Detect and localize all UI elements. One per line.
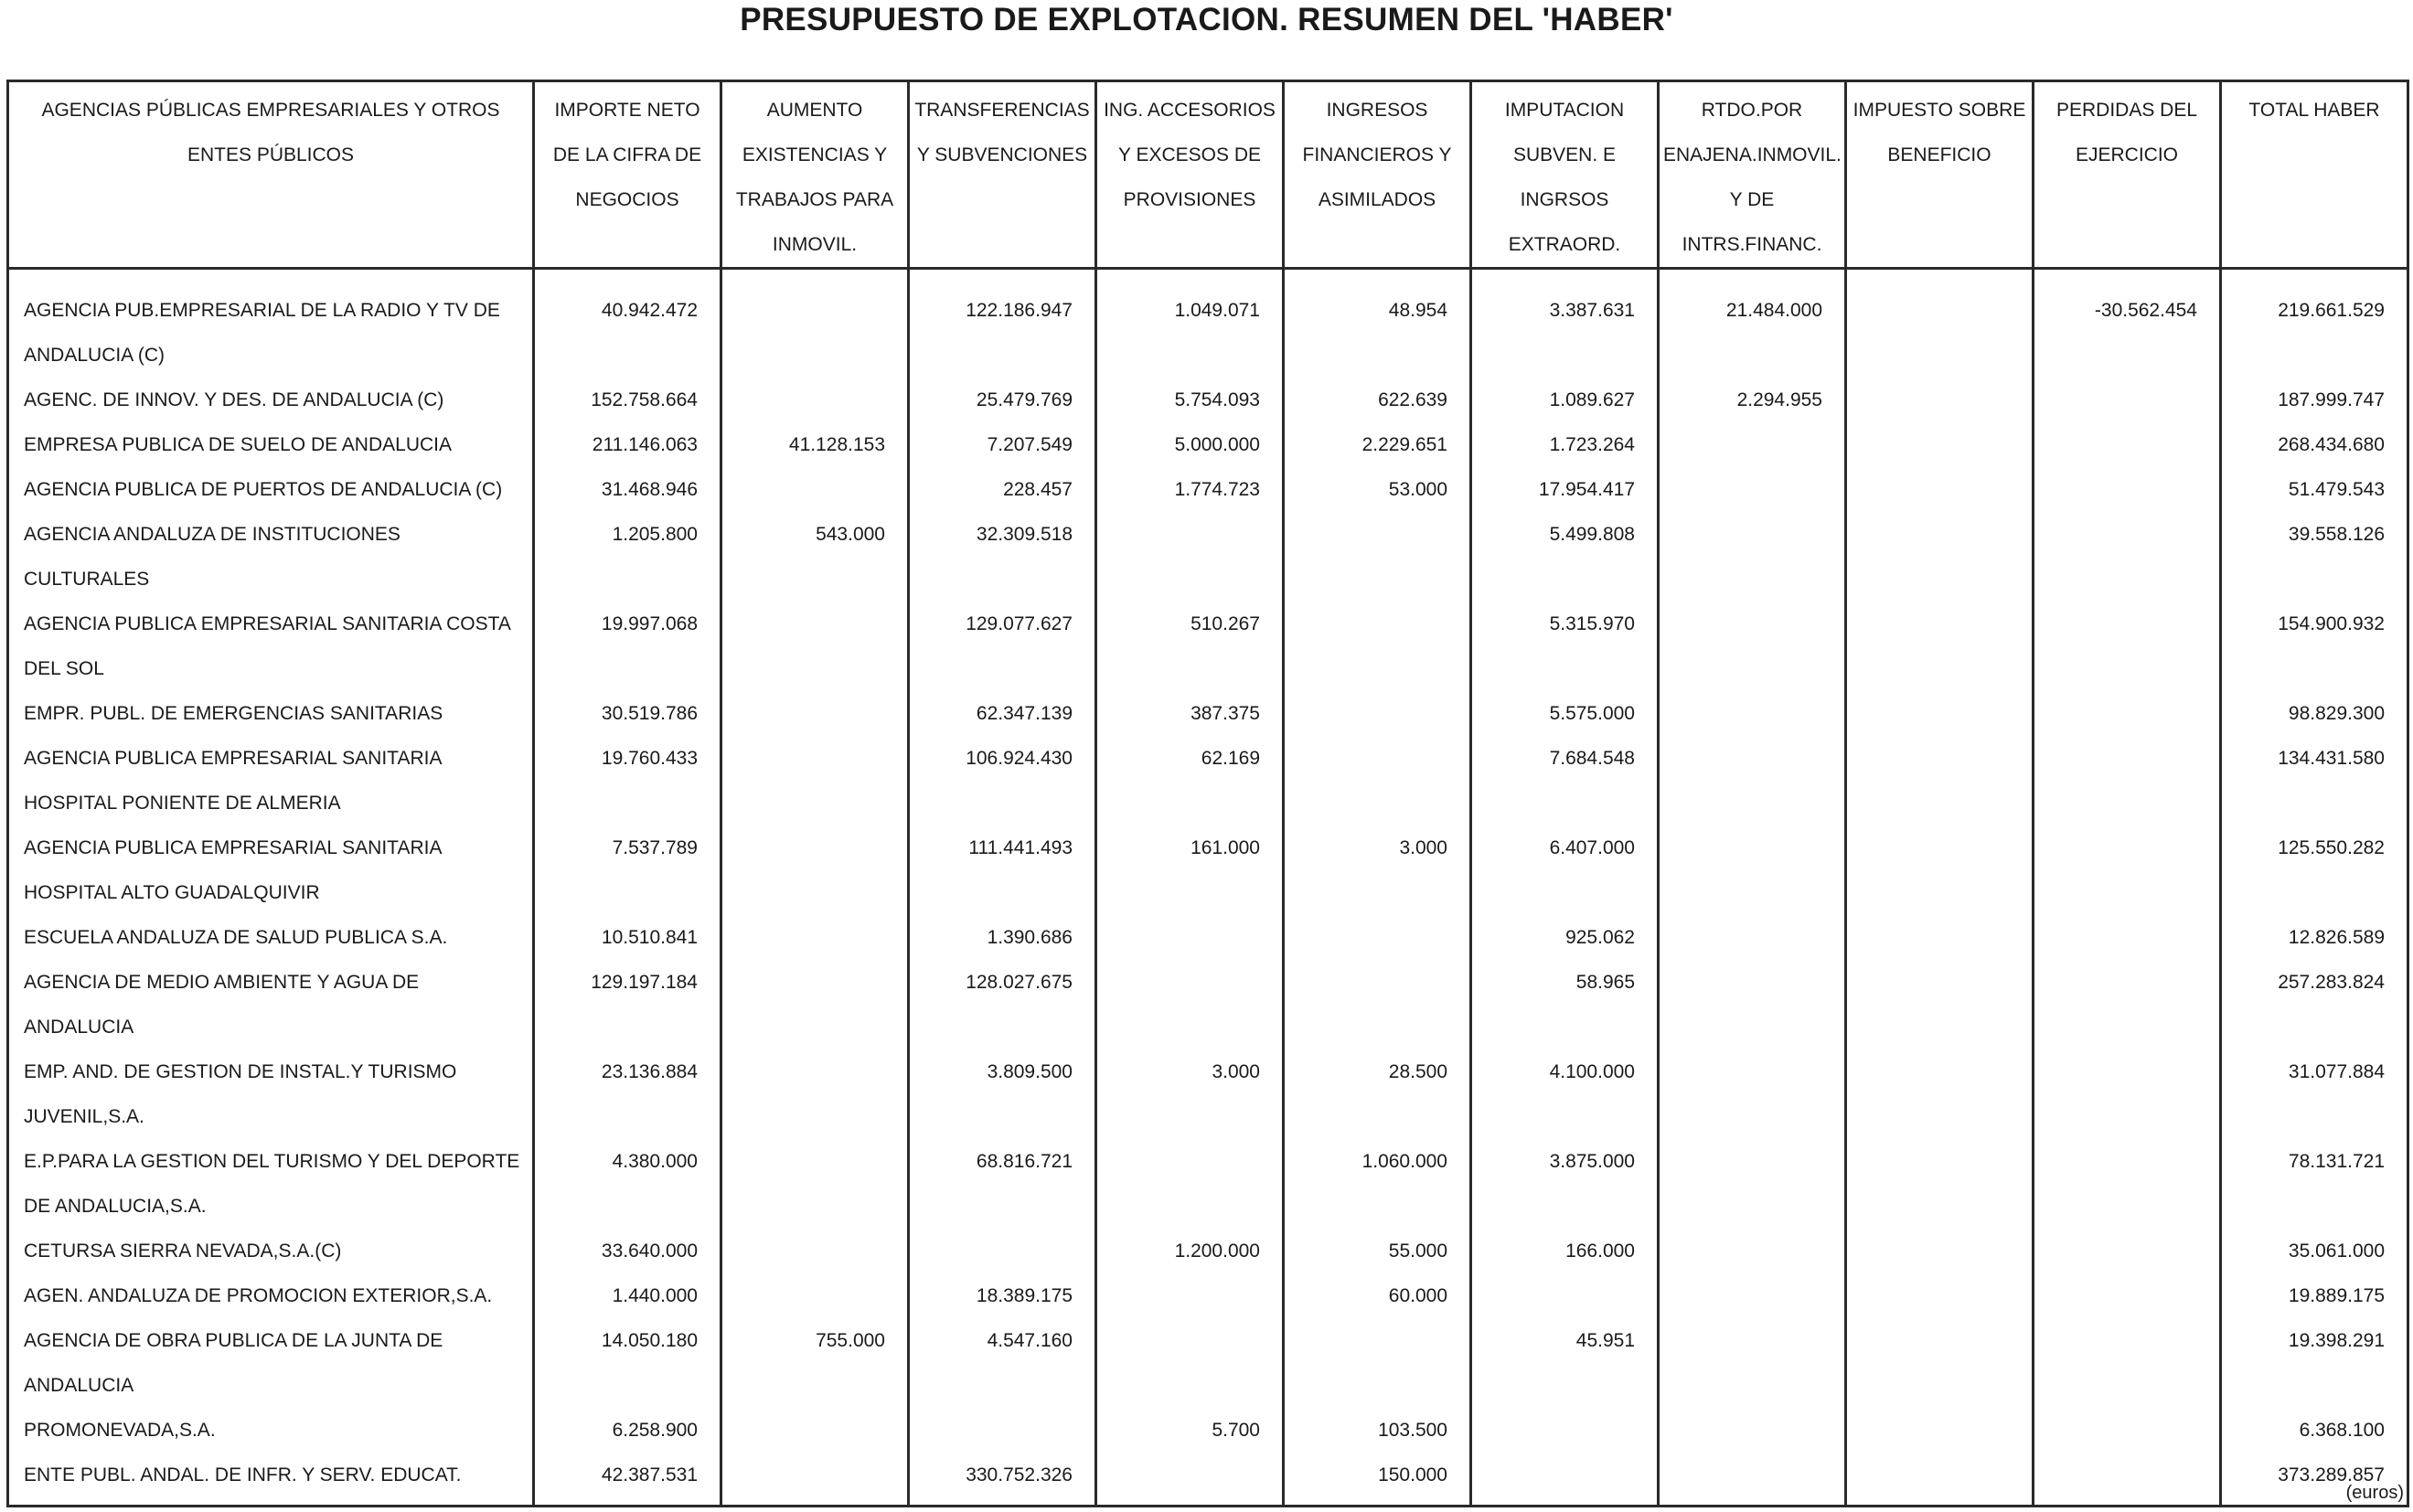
amount-cell: 7.684.548	[1471, 736, 1659, 825]
column-header-transfers-subsidies: TRANSFERENCIAS Y SUBVENCIONES	[909, 81, 1096, 269]
amount-cell	[909, 1408, 1096, 1453]
amount-cell: 1.049.071	[1096, 269, 1284, 378]
amount-cell	[1659, 1408, 1846, 1453]
amount-cell: 166.000	[1471, 1229, 1659, 1273]
entity-name-cell: AGENCIA PUBLICA EMPRESARIAL SANITARIA HOSPITAL ALTO GUADALQUIVIR	[8, 825, 534, 915]
amount-cell	[1846, 467, 2034, 512]
amount-cell: 5.575.000	[1471, 691, 1659, 736]
amount-cell	[1846, 269, 2034, 378]
table-row	[8, 1229, 2408, 1273]
amount-cell: 6.368.100	[2221, 1408, 2408, 1453]
table-row	[8, 915, 2408, 960]
amount-cell	[1096, 1318, 1284, 1408]
amount-cell	[721, 1273, 909, 1318]
amount-cell	[1284, 736, 1471, 825]
amount-cell	[721, 1453, 909, 1507]
amount-cell: 111.441.493	[909, 825, 1096, 915]
amount-cell: 25.479.769	[909, 378, 1096, 422]
amount-cell: 1.205.800	[534, 512, 721, 602]
amount-cell: 5.754.093	[1096, 378, 1284, 422]
amount-cell: 129.197.184	[534, 960, 721, 1049]
column-header-total: TOTAL HABER	[2221, 81, 2408, 269]
amount-cell	[2034, 378, 2221, 422]
amount-cell	[721, 1229, 909, 1273]
amount-cell	[1846, 1318, 2034, 1408]
amount-cell: 31.468.946	[534, 467, 721, 512]
entity-name-cell: EMPRESA PUBLICA DE SUELO DE ANDALUCIA	[8, 422, 534, 467]
amount-cell: 42.387.531	[534, 1453, 721, 1507]
amount-cell	[721, 1408, 909, 1453]
entity-name-cell: AGENCIA PUB.EMPRESARIAL DE LA RADIO Y TV DE ANDALUCIA (C)	[8, 269, 534, 378]
amount-cell: 330.752.326	[909, 1453, 1096, 1507]
amount-cell	[1096, 915, 1284, 960]
amount-cell: 103.500	[1284, 1408, 1471, 1453]
amount-cell: 925.062	[1471, 915, 1659, 960]
entity-name-cell: AGENCIA PUBLICA EMPRESARIAL SANITARIA HOSPITAL PONIENTE DE ALMERIA	[8, 736, 534, 825]
amount-cell: 5.000.000	[1096, 422, 1284, 467]
amount-cell	[721, 1139, 909, 1229]
amount-cell: 152.758.664	[534, 378, 721, 422]
amount-cell: 154.900.932	[2221, 602, 2408, 691]
amount-cell: 1.060.000	[1284, 1139, 1471, 1229]
amount-cell	[2034, 736, 2221, 825]
amount-cell	[721, 269, 909, 378]
amount-cell	[1846, 1453, 2034, 1507]
amount-cell	[1659, 1453, 1846, 1507]
units-note: (euros)	[2345, 1483, 2404, 1503]
amount-cell: 187.999.747	[2221, 378, 2408, 422]
amount-cell: 4.380.000	[534, 1139, 721, 1229]
amount-cell	[2034, 1049, 2221, 1139]
amount-cell: 4.547.160	[909, 1318, 1096, 1408]
amount-cell: 1.200.000	[1096, 1229, 1284, 1273]
header-row	[8, 81, 2408, 269]
amount-cell: 19.398.291	[2221, 1318, 2408, 1408]
amount-cell	[1846, 691, 2034, 736]
table-row	[8, 602, 2408, 691]
amount-cell: 161.000	[1096, 825, 1284, 915]
amount-cell: 62.169	[1096, 736, 1284, 825]
amount-cell: 21.484.000	[1659, 269, 1846, 378]
amount-cell: 6.258.900	[534, 1408, 721, 1453]
amount-cell: 3.000	[1096, 1049, 1284, 1139]
amount-cell	[1096, 960, 1284, 1049]
amount-cell: 755.000	[721, 1318, 909, 1408]
amount-cell	[1096, 1453, 1284, 1507]
amount-cell: 35.061.000	[2221, 1229, 2408, 1273]
amount-cell	[1284, 691, 1471, 736]
amount-cell: 7.207.549	[909, 422, 1096, 467]
amount-cell: -30.562.454	[2034, 269, 2221, 378]
amount-cell	[2034, 512, 2221, 602]
entity-name-cell: AGENC. DE INNOV. Y DES. DE ANDALUCIA (C)	[8, 378, 534, 422]
amount-cell	[1846, 915, 2034, 960]
entity-name-cell: ESCUELA ANDALUZA DE SALUD PUBLICA S.A.	[8, 915, 534, 960]
entity-name-cell: AGEN. ANDALUZA DE PROMOCION EXTERIOR,S.A.	[8, 1273, 534, 1318]
amount-cell: 134.431.580	[2221, 736, 2408, 825]
table-row	[8, 512, 2408, 602]
amount-cell	[1659, 422, 1846, 467]
amount-cell: 10.510.841	[534, 915, 721, 960]
entity-name-cell: AGENCIA ANDALUZA DE INSTITUCIONES CULTURALES	[8, 512, 534, 602]
amount-cell: 268.434.680	[2221, 422, 2408, 467]
amount-cell: 48.954	[1284, 269, 1471, 378]
amount-cell: 2.229.651	[1284, 422, 1471, 467]
amount-cell	[1846, 512, 2034, 602]
amount-cell	[721, 736, 909, 825]
amount-cell: 128.027.675	[909, 960, 1096, 1049]
column-header-inventory-increase: AUMENTO EXISTENCIAS Y TRABAJOS PARA INMOVIL.	[721, 81, 909, 269]
amount-cell: 219.661.529	[2221, 269, 2408, 378]
amount-cell	[1659, 467, 1846, 512]
column-header-subsidy-imputation: IMPUTACION SUBVEN. E INGRSOS EXTRAORD.	[1471, 81, 1659, 269]
amount-cell	[1659, 915, 1846, 960]
amount-cell	[2034, 602, 2221, 691]
amount-cell: 14.050.180	[534, 1318, 721, 1408]
amount-cell: 3.809.500	[909, 1049, 1096, 1139]
entity-name-cell: AGENCIA DE OBRA PUBLICA DE LA JUNTA DE ANDALUCIA	[8, 1318, 534, 1408]
amount-cell	[1096, 1273, 1284, 1318]
amount-cell	[1659, 691, 1846, 736]
amount-cell	[2034, 915, 2221, 960]
amount-cell: 1.440.000	[534, 1273, 721, 1318]
amount-cell: 23.136.884	[534, 1049, 721, 1139]
amount-cell	[721, 1049, 909, 1139]
amount-cell: 45.951	[1471, 1318, 1659, 1408]
amount-cell: 129.077.627	[909, 602, 1096, 691]
table-row	[8, 825, 2408, 915]
amount-cell: 55.000	[1284, 1229, 1471, 1273]
amount-cell: 3.000	[1284, 825, 1471, 915]
amount-cell: 125.550.282	[2221, 825, 2408, 915]
amount-cell: 211.146.063	[534, 422, 721, 467]
amount-cell	[1659, 1318, 1846, 1408]
amount-cell	[1659, 1229, 1846, 1273]
column-header-income-tax: IMPUESTO SOBRE BENEFICIO	[1846, 81, 2034, 269]
entity-name-cell: AGENCIA PUBLICA DE PUERTOS DE ANDALUCIA (C)	[8, 467, 534, 512]
amount-cell	[2034, 1229, 2221, 1273]
table-row	[8, 1318, 2408, 1408]
amount-cell: 39.558.126	[2221, 512, 2408, 602]
table-row	[8, 1139, 2408, 1229]
table-row	[8, 691, 2408, 736]
amount-cell: 2.294.955	[1659, 378, 1846, 422]
amount-cell	[1096, 512, 1284, 602]
table-row	[8, 1273, 2408, 1318]
amount-cell: 1.774.723	[1096, 467, 1284, 512]
amount-cell	[1846, 422, 2034, 467]
entity-name-cell: CETURSA SIERRA NEVADA,S.A.(C)	[8, 1229, 534, 1273]
amount-cell: 40.942.472	[534, 269, 721, 378]
amount-cell: 33.640.000	[534, 1229, 721, 1273]
amount-cell: 53.000	[1284, 467, 1471, 512]
entity-name-cell: ENTE PUBL. ANDAL. DE INFR. Y SERV. EDUCAT.	[8, 1453, 534, 1507]
amount-cell: 7.537.789	[534, 825, 721, 915]
amount-cell	[2034, 1139, 2221, 1229]
amount-cell: 373.289.857	[2221, 1453, 2408, 1507]
amount-cell: 19.889.175	[2221, 1273, 2408, 1318]
amount-cell: 4.100.000	[1471, 1049, 1659, 1139]
table-row	[8, 422, 2408, 467]
amount-cell	[1846, 825, 2034, 915]
amount-cell	[1284, 915, 1471, 960]
entity-name-cell: EMP. AND. DE GESTION DE INSTAL.Y TURISMO JUVENIL,S.A.	[8, 1049, 534, 1139]
amount-cell: 228.457	[909, 467, 1096, 512]
amount-cell: 28.500	[1284, 1049, 1471, 1139]
amount-cell	[1659, 1049, 1846, 1139]
amount-cell: 19.760.433	[534, 736, 721, 825]
budget-table	[6, 80, 2409, 1507]
amount-cell: 257.283.824	[2221, 960, 2408, 1049]
amount-cell	[1659, 1139, 1846, 1229]
table-row	[8, 1453, 2408, 1507]
amount-cell	[1846, 1139, 2034, 1229]
table-row	[8, 378, 2408, 422]
amount-cell	[721, 602, 909, 691]
amount-cell	[2034, 1318, 2221, 1408]
column-header-disposal-result: RTDO.POR ENAJENA.INMOVIL. Y DE INTRS.FINANC.	[1659, 81, 1846, 269]
table-row	[8, 467, 2408, 512]
amount-cell	[1846, 378, 2034, 422]
page-title: PRESUPUESTO DE EXPLOTACION. RESUMEN DEL 'HABER'	[740, 2, 1673, 37]
amount-cell	[2034, 960, 2221, 1049]
entity-name-cell: PROMONEVADA,S.A.	[8, 1408, 534, 1453]
amount-cell: 3.875.000	[1471, 1139, 1659, 1229]
amount-cell: 17.954.417	[1471, 467, 1659, 512]
amount-cell: 78.131.721	[2221, 1139, 2408, 1229]
amount-cell: 51.479.543	[2221, 467, 2408, 512]
column-header-entity: AGENCIAS PÚBLICAS EMPRESARIALES Y OTROS ENTES PÚBLICOS	[8, 81, 534, 269]
amount-cell	[721, 960, 909, 1049]
amount-cell	[1846, 960, 2034, 1049]
amount-cell: 12.826.589	[2221, 915, 2408, 960]
column-header-net-turnover: IMPORTE NETO DE LA CIFRA DE NEGOCIOS	[534, 81, 721, 269]
amount-cell	[1284, 602, 1471, 691]
amount-cell: 387.375	[1096, 691, 1284, 736]
table-row	[8, 736, 2408, 825]
column-header-financial-income: INGRESOS FINANCIEROS Y ASIMILADOS	[1284, 81, 1471, 269]
amount-cell	[721, 915, 909, 960]
amount-cell	[2034, 825, 2221, 915]
amount-cell: 62.347.139	[909, 691, 1096, 736]
amount-cell	[1659, 1273, 1846, 1318]
amount-cell	[2034, 1453, 2221, 1507]
amount-cell	[1846, 1229, 2034, 1273]
amount-cell	[1846, 736, 2034, 825]
amount-cell: 106.924.430	[909, 736, 1096, 825]
amount-cell	[721, 467, 909, 512]
table-row	[8, 1049, 2408, 1139]
amount-cell: 32.309.518	[909, 512, 1096, 602]
table-row	[8, 1408, 2408, 1453]
amount-cell	[1659, 825, 1846, 915]
amount-cell	[1659, 736, 1846, 825]
table-row	[8, 269, 2408, 378]
amount-cell	[721, 825, 909, 915]
amount-cell: 622.639	[1284, 378, 1471, 422]
entity-name-cell: AGENCIA DE MEDIO AMBIENTE Y AGUA DE ANDALUCIA	[8, 960, 534, 1049]
amount-cell	[721, 378, 909, 422]
amount-cell	[1471, 1273, 1659, 1318]
amount-cell	[2034, 1273, 2221, 1318]
amount-cell: 1.390.686	[909, 915, 1096, 960]
amount-cell	[1846, 602, 2034, 691]
amount-cell: 5.315.970	[1471, 602, 1659, 691]
amount-cell	[1846, 1049, 2034, 1139]
amount-cell: 543.000	[721, 512, 909, 602]
amount-cell	[1471, 1453, 1659, 1507]
column-header-losses: PERDIDAS DEL EJERCICIO	[2034, 81, 2221, 269]
amount-cell: 18.389.175	[909, 1273, 1096, 1318]
table-row	[8, 960, 2408, 1049]
amount-cell	[2034, 691, 2221, 736]
amount-cell: 122.186.947	[909, 269, 1096, 378]
amount-cell	[2034, 467, 2221, 512]
amount-cell	[1659, 512, 1846, 602]
amount-cell	[1284, 512, 1471, 602]
amount-cell: 58.965	[1471, 960, 1659, 1049]
amount-cell	[1284, 1318, 1471, 1408]
amount-cell: 1.723.264	[1471, 422, 1659, 467]
amount-cell	[721, 691, 909, 736]
amount-cell	[1096, 1139, 1284, 1229]
amount-cell	[1846, 1408, 2034, 1453]
amount-cell: 60.000	[1284, 1273, 1471, 1318]
amount-cell: 19.997.068	[534, 602, 721, 691]
amount-cell: 510.267	[1096, 602, 1284, 691]
amount-cell: 1.089.627	[1471, 378, 1659, 422]
amount-cell	[909, 1229, 1096, 1273]
amount-cell	[1846, 1273, 2034, 1318]
amount-cell	[1659, 960, 1846, 1049]
entity-name-cell: E.P.PARA LA GESTION DEL TURISMO Y DEL DEPORTE DE ANDALUCIA,S.A.	[8, 1139, 534, 1229]
amount-cell	[2034, 422, 2221, 467]
amount-cell	[1284, 960, 1471, 1049]
amount-cell: 30.519.786	[534, 691, 721, 736]
amount-cell	[2034, 1408, 2221, 1453]
entity-name-cell: AGENCIA PUBLICA EMPRESARIAL SANITARIA COSTA DEL SOL	[8, 602, 534, 691]
amount-cell	[1471, 1408, 1659, 1453]
amount-cell: 98.829.300	[2221, 691, 2408, 736]
column-header-ancillary-income: ING. ACCESORIOS Y EXCESOS DE PROVISIONES	[1096, 81, 1284, 269]
entity-name-cell: EMPR. PUBL. DE EMERGENCIAS SANITARIAS	[8, 691, 534, 736]
amount-cell: 41.128.153	[721, 422, 909, 467]
amount-cell: 31.077.884	[2221, 1049, 2408, 1139]
amount-cell: 6.407.000	[1471, 825, 1659, 915]
amount-cell	[1659, 602, 1846, 691]
amount-cell: 68.816.721	[909, 1139, 1096, 1229]
amount-cell: 5.700	[1096, 1408, 1284, 1453]
amount-cell: 150.000	[1284, 1453, 1471, 1507]
amount-cell: 5.499.808	[1471, 512, 1659, 602]
amount-cell: 3.387.631	[1471, 269, 1659, 378]
